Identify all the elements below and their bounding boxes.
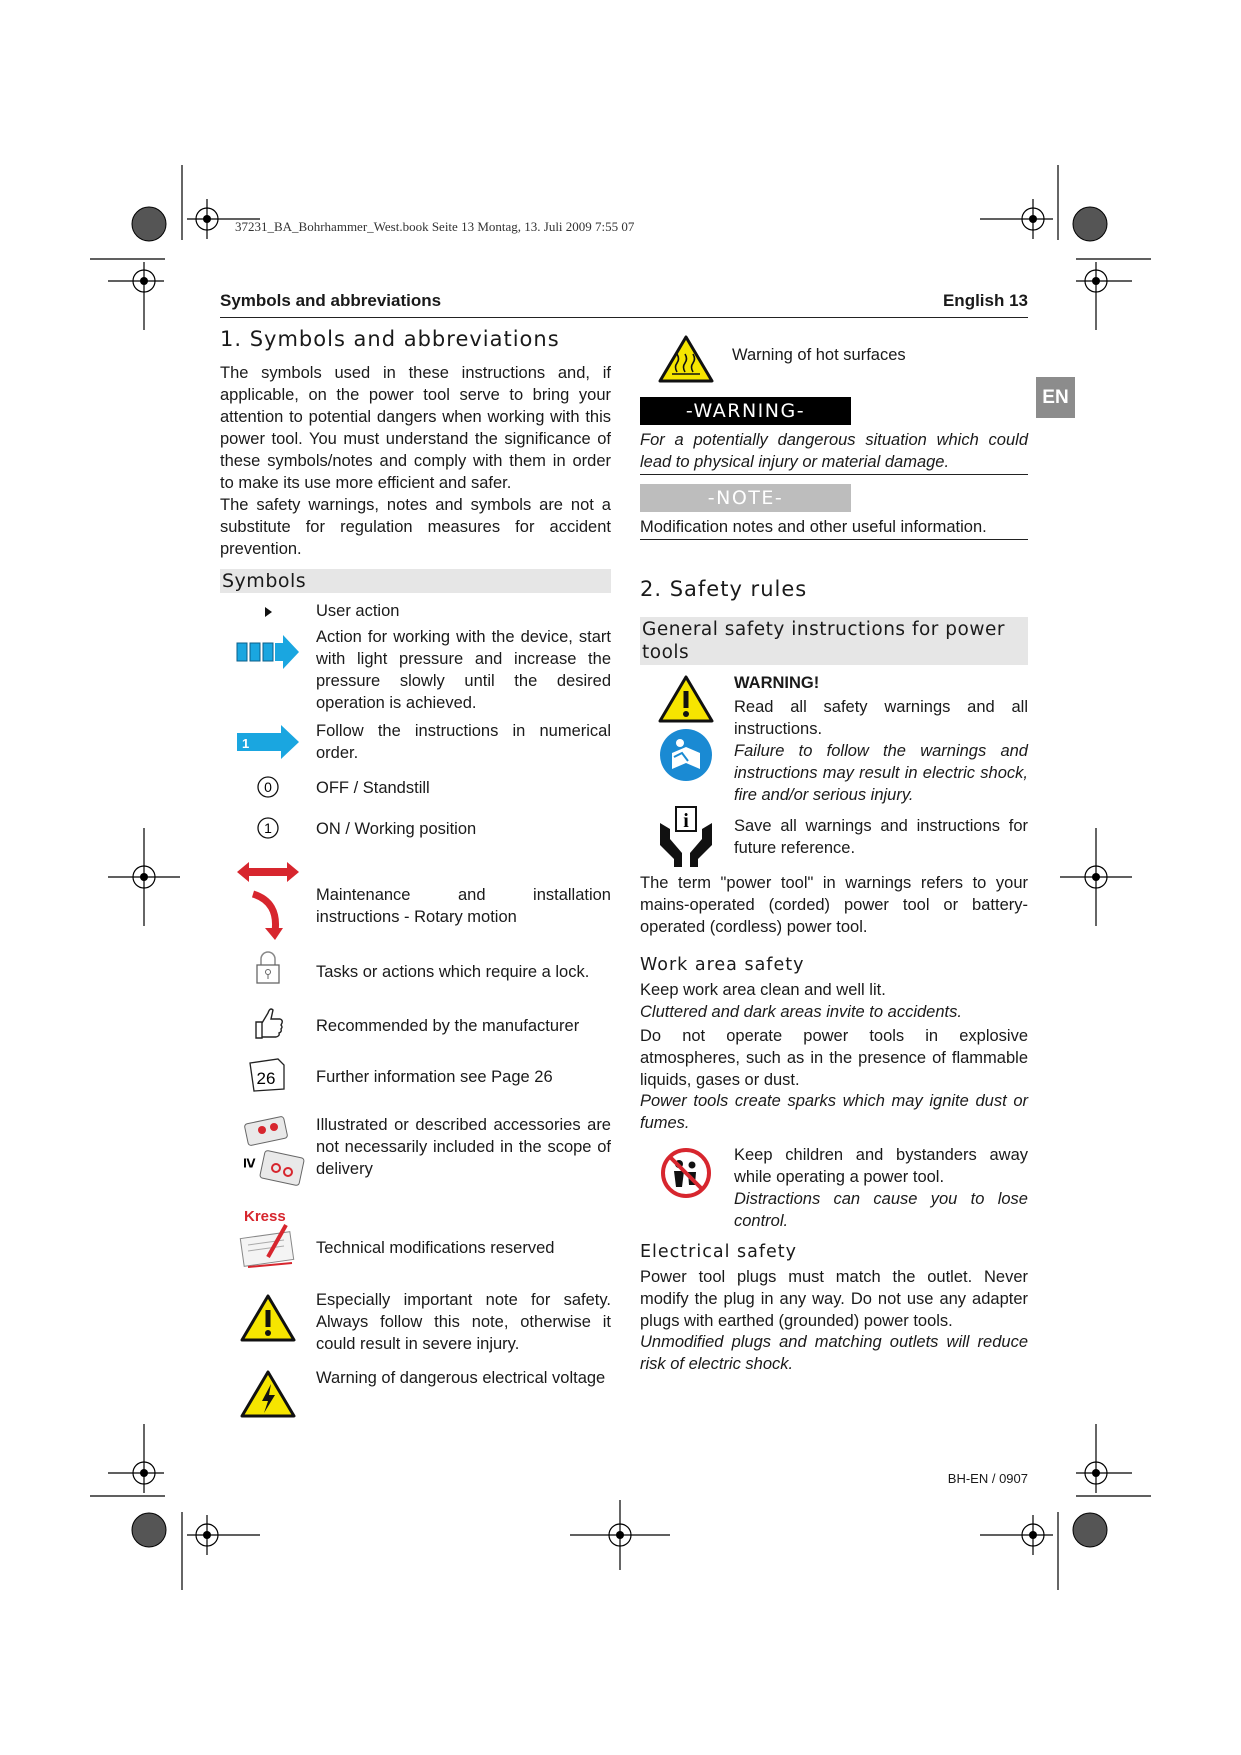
note-rule [640, 539, 1028, 540]
symbol-text: Illustrated or described accessories are not necessarily included in the scope of delivery [316, 1116, 611, 1178]
warning-description: For a potentially dangerous situation which could lead to physical injury or material damage. [640, 431, 1028, 471]
circled-zero-icon [220, 775, 315, 799]
symbol-text: Technical modifications reserved [316, 1239, 555, 1257]
warning-label: -WARNING- [640, 397, 851, 425]
electrical-safety-heading: Electrical safety [640, 1242, 797, 1262]
numbered-arrow-icon [220, 724, 315, 760]
symbol-row [220, 818, 611, 842]
kress-modification-icon [220, 1207, 315, 1277]
section1-intro: The symbols used in these instructions and, if applicable, on the power tool serve to bring your attention to potential dangers when working with this power tool. You must understand the significance of these symbols/notes and comply with them in order to make its use more efficient and safer. [220, 364, 611, 492]
language-tab[interactable]: EN [1036, 377, 1075, 418]
save-instructions-text: Save all warnings and instructions for future reference. [734, 817, 1028, 857]
symbol-text: Action for working with the device, start with light pressure and increase the pressure slowly until the desired operation is achieved. [316, 628, 611, 712]
circled-one-icon [220, 816, 315, 840]
children-distractions: Distractions can cause you to lose control. [734, 1190, 1028, 1230]
book-page-number: 26 [256, 1069, 275, 1088]
symbol-row [220, 1057, 611, 1097]
kress-logo: Kress [243, 1208, 286, 1225]
save-instructions-icon [656, 805, 716, 867]
footer-code: BH-EN / 0907 [947, 1471, 1028, 1486]
section1-title: 1. Symbols and abbreviations [220, 327, 560, 351]
symbol-text: Especially important note for safety. Always follow this note, otherwise it could result in severe injury. [316, 1291, 611, 1353]
symbol-row [220, 777, 611, 801]
symbol-row [220, 1004, 611, 1044]
hot-surface-icon [658, 334, 714, 384]
symbols-heading: Symbols [220, 569, 611, 593]
children-keep-away: Keep children and bystanders away while operating a power tool. [734, 1146, 1028, 1186]
symbol-row [220, 1367, 611, 1417]
section1-disclaimer: The safety warnings, notes and symbols are not a substitute for regulation measures for accident prevention. [220, 496, 611, 558]
accessory-sign: ≥ [239, 1158, 260, 1168]
symbol-row [220, 626, 611, 716]
symbol-text: Warning of dangerous electrical voltage [316, 1369, 606, 1387]
triangle-bullet-icon [220, 606, 315, 618]
symbol-row [220, 860, 611, 940]
electrical-voltage-icon [220, 1369, 315, 1419]
note-label: -NOTE- [640, 484, 851, 512]
file-info: 37231_BA_Bohrhammer_West.book Seite 13 Montag, 13. Juli 2009 7:55 07 [235, 219, 635, 234]
symbol-row [220, 950, 611, 990]
symbol-text: Tasks or actions which require a lock. [316, 963, 590, 981]
work-cluttered: Cluttered and dark areas invite to accidents. [640, 1003, 962, 1021]
general-warning-read: Read all safety warnings and all instructions. [734, 698, 1028, 738]
work-keep-clean: Keep work area clean and well lit. [640, 981, 886, 999]
rotary-motion-icon [220, 860, 315, 940]
symbol-row [220, 1114, 611, 1194]
symbol-text: Recommended by the manufacturer [316, 1017, 580, 1035]
electrical-plugs: Power tool plugs must match the outlet. Never modify the plug in any way. Do not use any adapter plugs with earthed (grounded) power tools. [640, 1268, 1028, 1330]
padlock-icon [220, 950, 315, 986]
electrical-unmodified: Unmodified plugs and matching outlets will reduce risk of electric shock. [640, 1333, 1028, 1373]
accessories-icon [220, 1114, 315, 1194]
symbol-text: Follow the instructions in numerical order. [316, 722, 611, 762]
symbol-row [220, 720, 611, 766]
general-warning-icon [658, 674, 714, 724]
symbol-text: OFF / Standstill [316, 779, 430, 797]
circled-one-glyph: 1 [263, 820, 272, 836]
hot-surface-text: Warning of hot surfaces [732, 346, 906, 364]
numbered-arrow-label: 1 [241, 736, 249, 751]
header-section-title: Symbols and abbreviations [220, 291, 442, 310]
header-page-label: English 13 [942, 291, 1028, 310]
section2-title: 2. Safety rules [640, 577, 808, 601]
work-area-heading: Work area safety [640, 955, 805, 975]
power-tool-term: The term "power tool" in warnings refers to your mains-operated (corded) power tool or battery-operated (cordless) power tool. [640, 874, 1028, 936]
progressive-arrow-icon [220, 634, 315, 670]
note-description: Modification notes and other useful information. [640, 518, 987, 536]
keep-children-away-icon [660, 1147, 712, 1199]
symbol-text: ON / Working position [316, 820, 477, 838]
work-explosive: Do not operate power tools in explosive atmospheres, such as in the presence of flammable liquids, gases or dust. [640, 1027, 1028, 1089]
circled-zero-glyph: 0 [263, 779, 272, 795]
work-sparks: Power tools create sparks which may ignite dust or fumes. [640, 1092, 1028, 1132]
warning-triangle-icon [220, 1293, 315, 1343]
symbol-row [220, 600, 611, 622]
symbol-text: Further information see Page 26 [316, 1068, 553, 1086]
svg-text:i: i [683, 810, 689, 832]
symbol-row [220, 1207, 611, 1277]
general-safety-heading: General safety instructions for power tools [640, 617, 1028, 665]
general-warning-failure: Failure to follow the warnings and instructions may result in electric shock, fire and/or serious injury. [734, 742, 1028, 804]
general-warning-title: WARNING! [734, 674, 820, 692]
book-page-icon [220, 1057, 315, 1093]
warning-rule [640, 474, 1028, 475]
symbol-text: User action [316, 602, 400, 620]
header-rule [220, 317, 1028, 318]
thumbs-up-icon [220, 1004, 315, 1042]
symbol-text: Maintenance and installation instructions - Rotary motion [316, 886, 611, 926]
read-manual-icon [658, 727, 714, 783]
symbol-row [220, 1289, 611, 1359]
